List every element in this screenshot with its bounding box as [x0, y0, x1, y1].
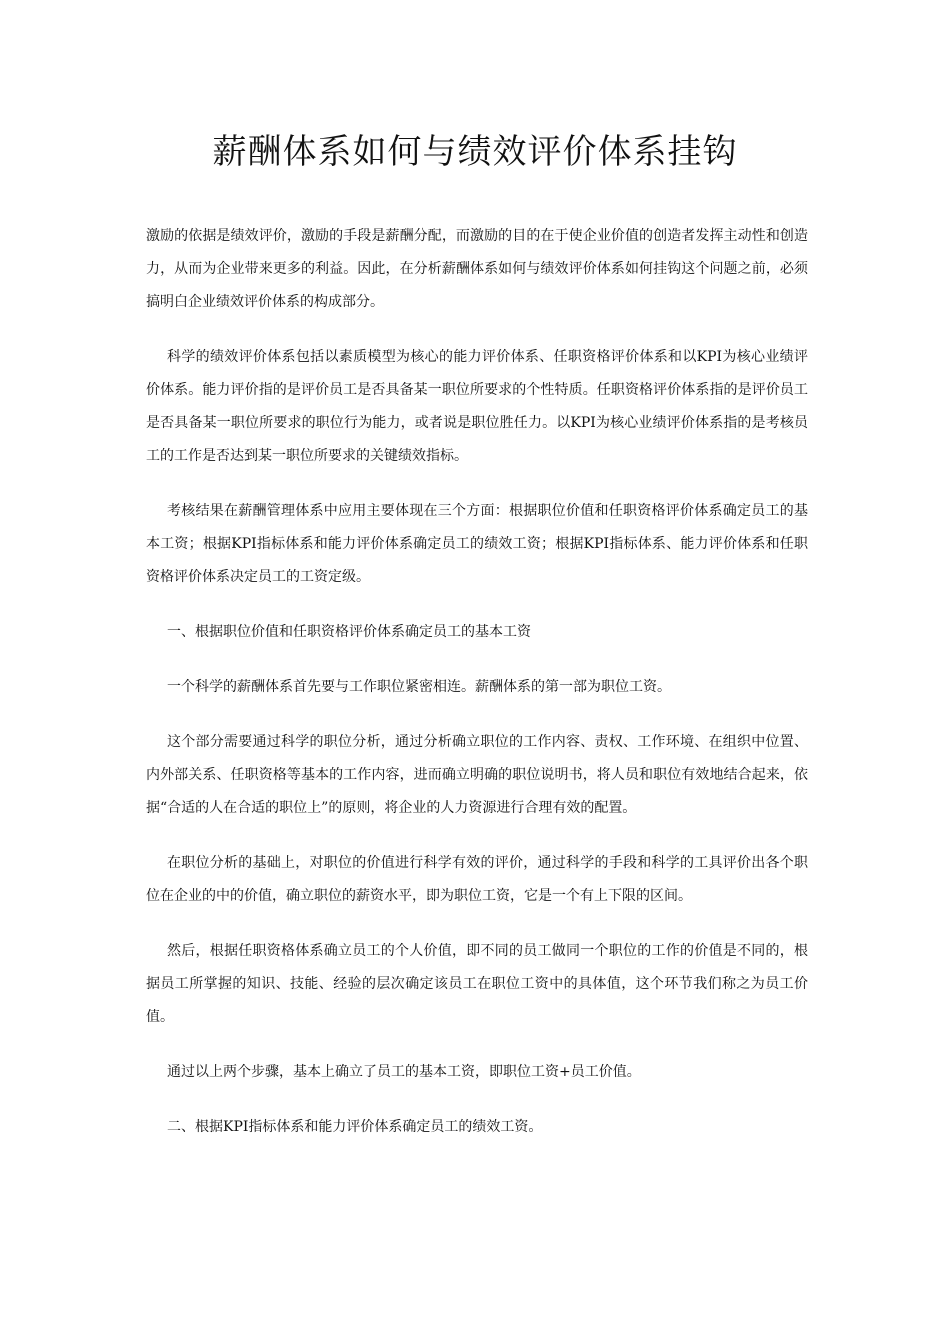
- paragraph-intro: 激励的依据是绩效评价，激励的手段是薪酬分配，而激励的目的在于使企业价值的创造者发挥主动性和创造力，从而为企业带来更多的利益。因此，在分析薪酬体系如何与绩效评价体系如何挂钩这个问题之前，必须搞明白企业绩效评价体系的构成部分。: [146, 228, 808, 310]
- paragraph-evaluation-system: 科学的绩效评价体系包括以素质模型为核心的能力评价体系、任职资格评价体系和以KPI为核心业绩评价体系。能力评价指的是评价员工是否具备某一职位所要求的个性特质。任职资格评价体系指的是评价员工是否具备某一职位所要求的职位行为能力，或者说是职位胜任力。以KPI为核心业绩评价体系指的是考核员工的工作是否达到某一职位所要求的关键绩效指标。: [146, 349, 808, 464]
- paragraph-position-evaluation: 在职位分析的基础上，对职位的价值进行科学有效的评价，通过科学的手段和科学的工具评价出各个职位在企业的中的价值，确立职位的薪资水平，即为职位工资，它是一个有上下限的区间。: [146, 855, 808, 904]
- section-heading-2: 二、根据KPI指标体系和能力评价体系确定员工的绩效工资。: [167, 1119, 543, 1135]
- section-heading-1: 一、根据职位价值和任职资格评价体系确定员工的基本工资: [167, 624, 531, 640]
- paragraph-results-application: 考核结果在薪酬管理体系中应用主要体现在三个方面：根据职位价值和任职资格评价体系确定员工的基本工资；根据KPI指标体系和能力评价体系确定员工的绩效工资；根据KPI指标体系、能力评价体系和任职资格评价体系决定员工的工资定级。: [146, 503, 808, 585]
- paragraph-employee-value: 然后，根据任职资格体系确立员工的个人价值，即不同的员工做同一个职位的工作的价值是不同的，根据员工所掌握的知识、技能、经验的层次确定该员工在职位工资中的具体值，这个环节我们称之为员工价值。: [146, 943, 808, 1025]
- paragraph-position-salary: 一个科学的薪酬体系首先要与工作职位紧密相连。薪酬体系的第一部为职位工资。: [167, 679, 671, 695]
- paragraph-position-analysis: 这个部分需要通过科学的职位分析，通过分析确立职位的工作内容、责权、工作环境、在组织中位置、内外部关系、任职资格等基本的工作内容，进而确立明确的职位说明书，将人员和职位有效地结合起来，依据“合适的人在合适的职位上”的原则，将企业的人力资源进行合理有效的配置。: [146, 734, 808, 816]
- document-title: 薪酬体系如何与绩效评价体系挂钩: [212, 132, 738, 172]
- document-body: [146, 220, 808, 1166]
- paragraph-basic-salary: 通过以上两个步骤，基本上确立了员工的基本工资，即职位工资+员工价值。: [167, 1064, 641, 1080]
